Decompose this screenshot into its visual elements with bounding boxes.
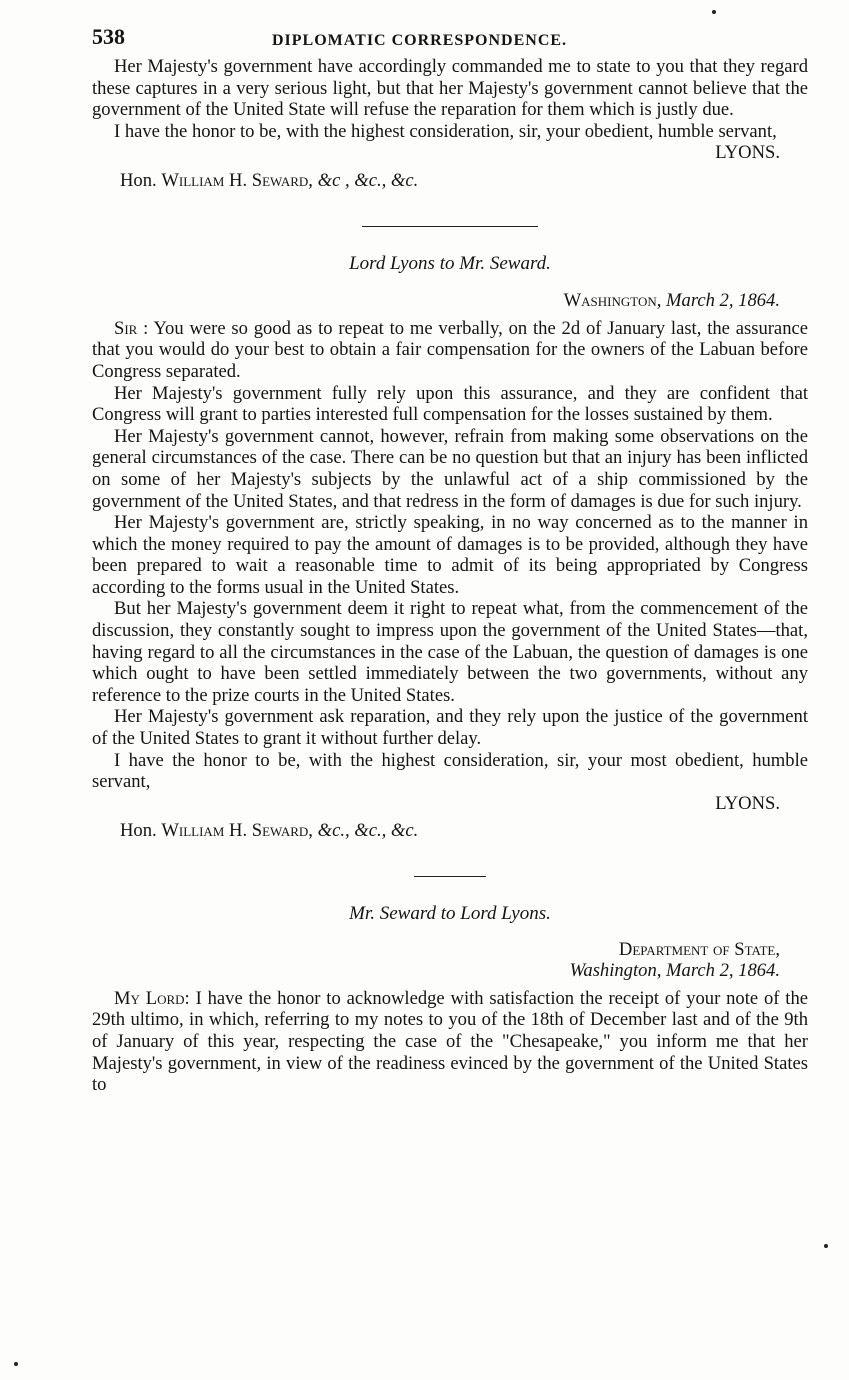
page-number: 538 (92, 24, 125, 49)
paragraph: I have the honor to be, with the highest consideration, sir, your obedient, humble servant, (114, 120, 777, 142)
running-title: DIPLOMATIC CORRESPONDENCE. (272, 32, 568, 49)
salutation: My Lord: (114, 987, 190, 1009)
dateline-place: Washington, (563, 290, 662, 312)
print-speck (712, 10, 716, 14)
addressee-suffix: &c , &c., &c. (317, 169, 419, 191)
section-divider (414, 876, 486, 877)
letter-title: Lord Lyons to Mr. Seward. (349, 252, 551, 274)
signature: LYONS. (715, 792, 780, 814)
department-name: Department of State, (618, 938, 780, 960)
paragraph-text: You were so good as to repeat to me verbally, on the 2d of January last, the assurance that you would do your best to obtain a fair compensation for the owners of the Labuan before Congress separated. (92, 317, 808, 382)
paragraph: But her Majesty's government deem it right to repeat what, from the commencement of the discussion, they constantly sought to impress upon the government of the United States—that, having regard to all the circumstances in the case of the Labuan, the question of damages is one which ought to have been settled immediately between the two governments, without any reference to the prize courts in the United States. (92, 598, 808, 706)
dateline-date: Washington, March 2, 1864. (569, 960, 780, 982)
signature: LYONS. (715, 142, 780, 164)
addressee-line (120, 820, 808, 842)
letter-continuation (92, 56, 808, 192)
section-divider (362, 226, 538, 227)
paragraph: Her Majesty's government are, strictly speaking, in no way concerned as to the manner in which the money required to pay the amount of damages is to be provided, although they have been prepared to wait a reasonable time to admit of its being appropriated by Congress according to the forms usual in the United States. (92, 512, 808, 598)
dateline (92, 290, 808, 312)
letter-lyons-to-seward (92, 253, 808, 842)
paragraph-text: I have the honor to acknowledge with satisfaction the receipt of your note of the 29th ultimo, in which, referring to my notes to you of the 18th of December last and of the 9th of January of this year, respecting the case of the "Chesapeake," you inform me that her Majesty's government, in view of the readiness evinced by the government of the United States to (92, 987, 808, 1096)
paragraph: Her Majesty's government cannot, however, refrain from making some observations on the general circumstances of the case. There can be no question but that an injury has been inflicted on some of her Majesty's subjects by the unlawful act of a ship commissioned by the government of the United States, and that redress in the form of damages is due for such injury. (92, 425, 808, 512)
document-page (92, 26, 808, 1096)
paragraph (92, 318, 808, 383)
letter-seward-to-lyons (92, 903, 808, 1096)
paragraph: Her Majesty's government fully rely upon this assurance, and they are confident that Congress will grant to parties interested full compensation for the losses sustained by them. (92, 382, 808, 426)
addressee-suffix: &c., &c., &c. (317, 820, 419, 842)
dateline-date: March 2, 1864. (666, 290, 780, 312)
addressee-prefix: Hon. (120, 169, 157, 191)
paragraph: Her Majesty's government have accordingly commanded me to state to you that they regard these captures in a very serious light, but that her Majesty's government cannot believe that the government of the United State will refuse the reparation for them which is justly due. (92, 56, 808, 121)
dateline (92, 960, 808, 982)
page-header (92, 26, 808, 56)
print-speck (14, 1362, 18, 1366)
salutation: Sir : (114, 317, 149, 339)
paragraph: I have the honor to be, with the highest consideration, sir, your most obedient, humble servant, (92, 749, 808, 793)
paragraph: Her Majesty's government ask reparation, and they rely upon the justice of the government of the United States to grant it without further delay. (92, 706, 808, 750)
addressee-line (120, 170, 808, 192)
letter-title: Mr. Seward to Lord Lyons. (349, 903, 551, 924)
addressee-prefix: Hon. (120, 820, 157, 842)
addressee-name: William H. Seward, (161, 820, 313, 842)
paragraph (92, 988, 808, 1096)
department-line (92, 939, 808, 961)
addressee-name: William H. Seward, (161, 169, 313, 191)
print-speck (824, 1244, 828, 1248)
